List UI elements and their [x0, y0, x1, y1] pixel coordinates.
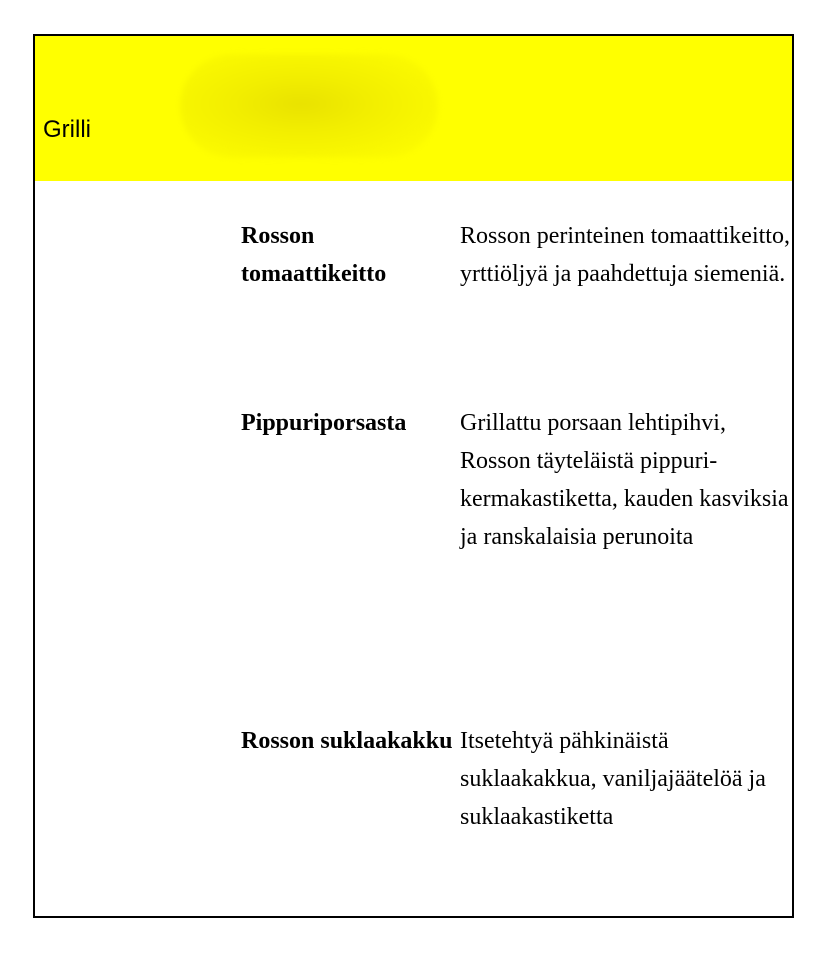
menu-header — [35, 36, 792, 181]
dish-name: Rosson tomaattikeitto — [241, 223, 387, 287]
header-decoration — [180, 54, 438, 158]
menu-title: Grilli — [43, 116, 91, 143]
dish-description: Rosson perinteinen tomaattikeitto, yrttiöljyä ja paahdettuja siemeniä. — [460, 223, 790, 287]
menu-card — [33, 34, 794, 918]
dish-name: Rosson suklaakakku — [241, 728, 453, 754]
dish-name: Pippuriporsasta — [241, 410, 407, 436]
dish-description: Itsetehtyä pähkinäistä suklaakakkua, vaniljajäätelöä ja suklaakastiketta — [460, 728, 766, 830]
dish-description: Grillattu porsaan lehtipihvi, Rosson täyteläistä pippuri-kermakastiketta, kauden kasviksia ja ranskalaisia perunoita — [460, 410, 789, 550]
